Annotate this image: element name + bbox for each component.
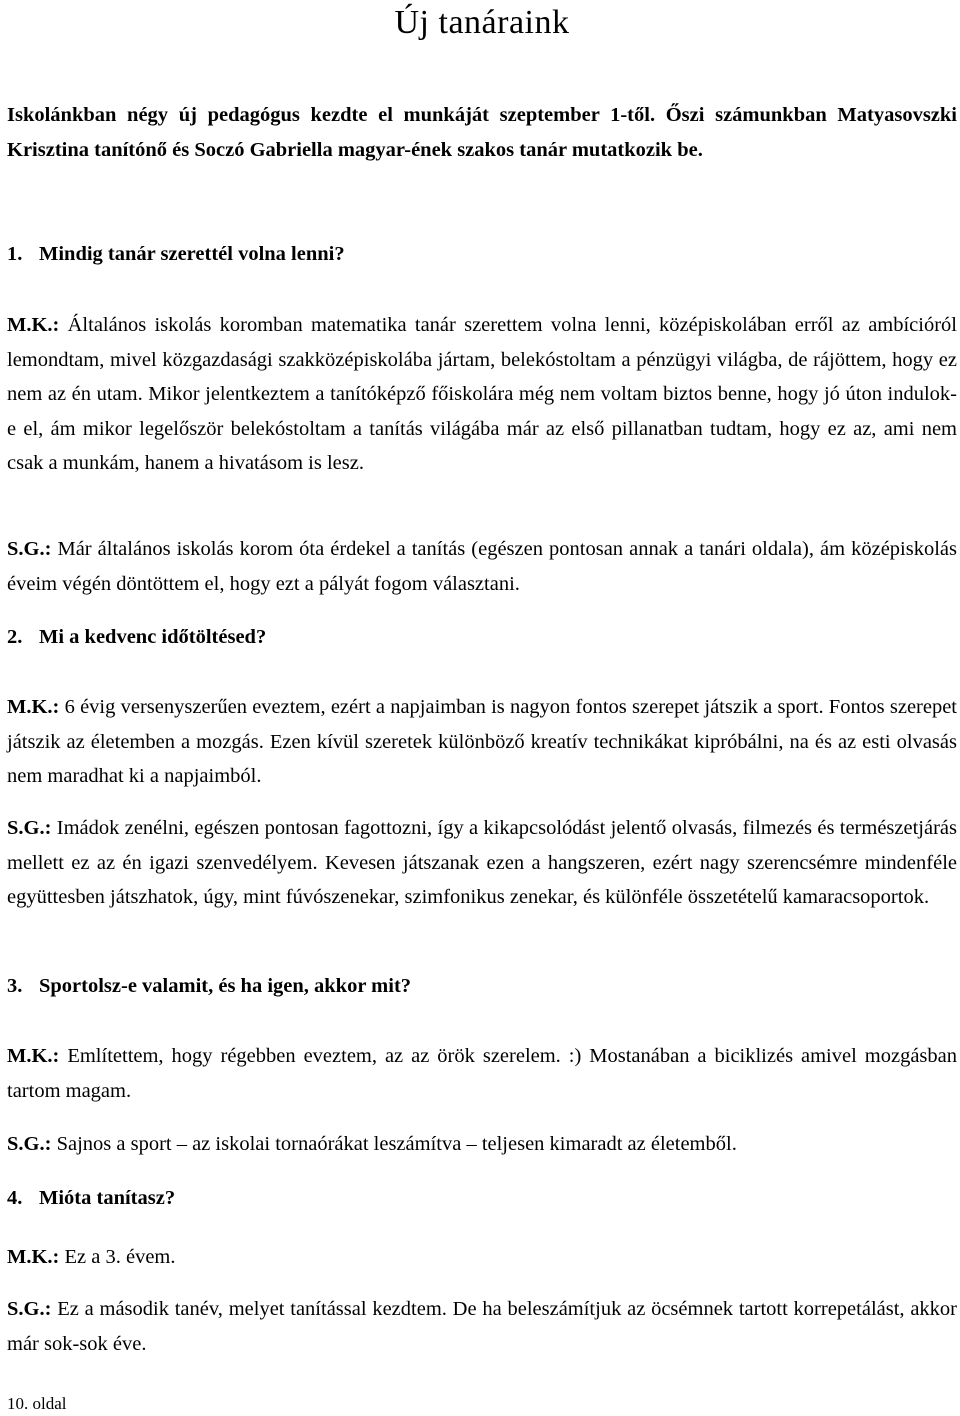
answer-4-mk [7,1240,957,1275]
answer-text: Imádok zenélni, egészen pontosan fagottozni, így a kikapcsolódást jelentő olvasás, filmezés és természetjárás mellett ez az én igazi szenvedélyem. Kevesen játszanak ezen a hangszeren, ezért nagy szerencsémre mindenféle együttesben játszhatok, úgy, mint fúvószenekar, szimfonikus zenekar, és különféle összetételű kamaracsoportok. [7,817,957,908]
answer-text: Általános iskolás koromban matematika tanár szerettem volna lenni, középiskolában erről az ambícióról lemondtam, mivel közgazdasági szakközépiskolába jártam, belekóstoltam a pénzügyi világba, de rájöttem, hogy ez nem az én utam. Mikor jelentkeztem a tanítóképző főiskolára még nem voltam biztos benne, hogy jó úton indulok-e el, ám mikor legelőször belekóstoltam a tanítás világába már az első pillanatban tudtam, hogy ez az, ami nem csak a munkám, hanem a hivatásom is lesz. [7,314,957,474]
question-4-number: 4. [7,1187,23,1209]
page-title: Új tanáraink [394,4,570,41]
speaker-label: M.K.: [7,1246,60,1268]
answer-4-sg [7,1292,957,1361]
question-2 [7,620,266,654]
answer-text: 6 évig versenyszerűen eveztem, ezért a napjaimban is nagyon fontos szerepet játszik a sport. Fontos szerepet játszik az életemben a mozgás. Ezen kívül szeretek különböző kreatív technikákat kipróbálni, na és az esti olvasás nem maradhat ki a napjaimból. [7,696,958,787]
speaker-label: M.K.: [7,314,60,336]
question-1 [7,237,345,271]
question-1-number: 1. [7,243,23,265]
answer-2-mk [7,690,957,794]
speaker-label: S.G.: [7,1298,52,1320]
speaker-label: S.G.: [7,538,52,560]
answer-2-sg [7,811,957,915]
speaker-label: M.K.: [7,1045,60,1067]
speaker-label: S.G.: [7,1133,52,1155]
answer-3-mk [7,1039,957,1108]
answer-1-sg [7,532,957,601]
answer-text: Már általános iskolás korom óta érdekel a tanítás (egészen pontosan annak a tanári oldala), ám középiskolás éveim végén döntöttem el, hogy ezt a pályát fogom választani. [7,538,957,595]
question-3-number: 3. [7,975,23,997]
question-4-text: Mióta tanítasz? [39,1187,176,1209]
speaker-label: S.G.: [7,817,52,839]
answer-text: Említettem, hogy régebben eveztem, az az örök szerelem. :) Mostanában a biciklizés amivel mozgásban tartom magam. [7,1045,957,1102]
answer-text: Ez a második tanév, melyet tanítással kezdtem. De ha beleszámítjuk az öcsémnek tartott korrepetálást, akkor már sok-sok éve. [7,1298,957,1355]
question-2-text: Mi a kedvenc időtöltésed? [39,626,267,648]
page-number: 10. oldal [7,1394,67,1413]
answer-text: Ez a 3. évem. [64,1246,176,1268]
question-2-number: 2. [7,626,23,648]
question-1-text: Mindig tanár szerettél volna lenni? [39,243,345,265]
question-3 [7,969,411,1003]
answer-text: Sajnos a sport – az iskolai tornaórákat leszámítva – teljesen kimaradt az életemből. [56,1133,737,1155]
intro-paragraph: Iskolánkban négy új pedagógus kezdte el munkáját szeptember 1-től. Őszi számunkban Matyasovszki Krisztina tanítónő és Soczó Gabriella magyar-ének szakos tanár mutatkozik be. [7,104,957,161]
question-4 [7,1181,175,1215]
answer-3-sg [7,1127,957,1162]
question-3-text: Sportolsz-e valamit, és ha igen, akkor mit? [39,975,412,997]
answer-1-mk [7,308,957,481]
speaker-label: M.K.: [7,696,60,718]
